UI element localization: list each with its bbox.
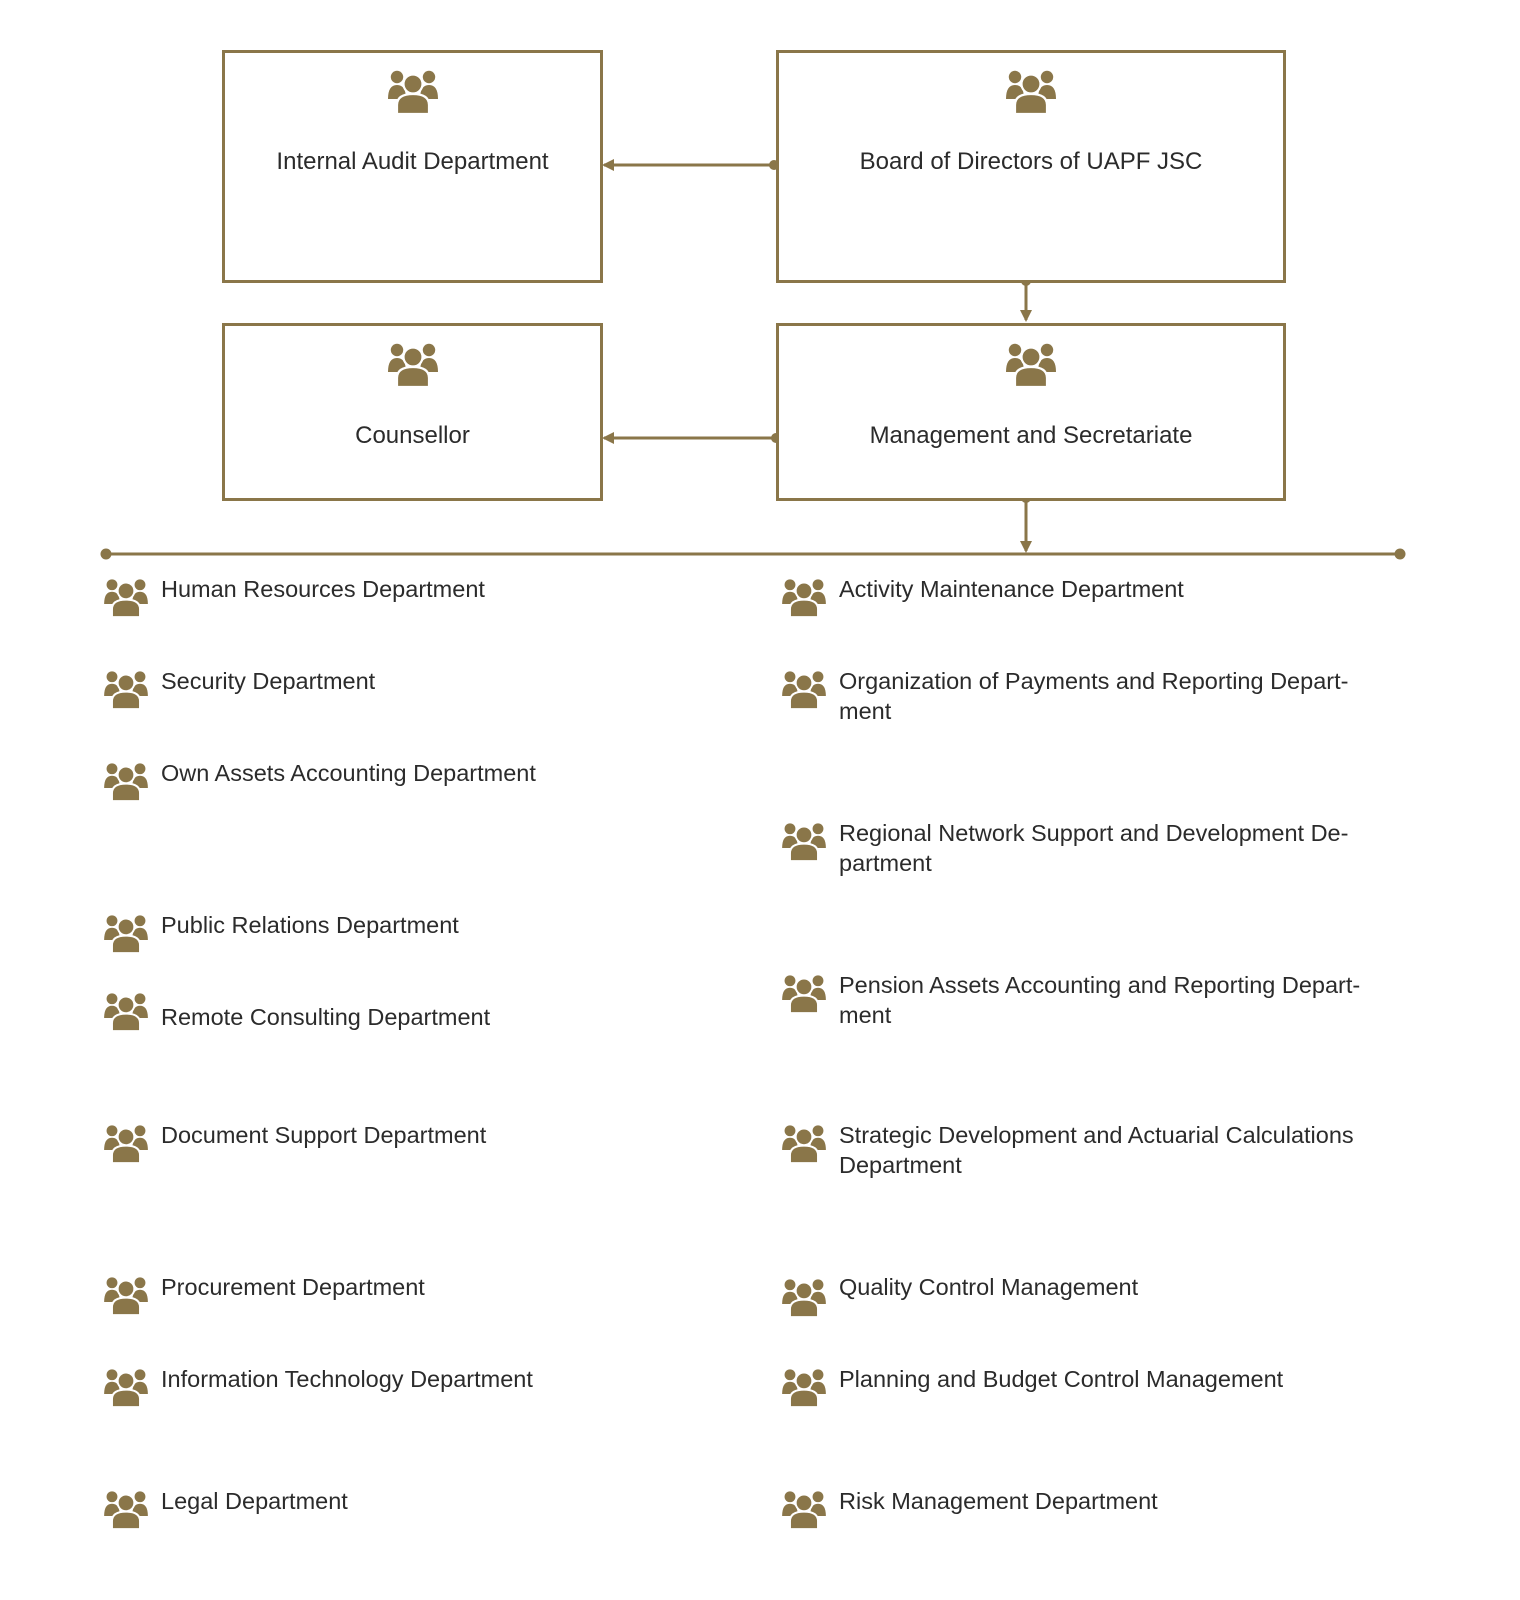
people-group-icon: [782, 972, 826, 1014]
department-label: Information Technology Department: [161, 1366, 533, 1392]
internal-audit-label: Internal Audit Department: [276, 148, 549, 175]
people-group-icon: [104, 760, 148, 802]
people-group-icon: [104, 1122, 148, 1164]
department-label: Activity Maintenance Department: [839, 576, 1184, 602]
management-label: Management and Secretariate: [869, 422, 1193, 449]
connector-dot: [1395, 549, 1406, 560]
board-label: Board of Directors of UAPF JSC: [859, 148, 1203, 175]
people-group-icon: [1006, 67, 1056, 115]
department-label: Human Resources Department: [161, 576, 485, 602]
people-group-icon: [104, 912, 148, 954]
department-label: Public Relations Department: [161, 912, 459, 938]
department-label: Quality Control Management: [839, 1274, 1139, 1300]
internal-audit-box: [222, 50, 603, 283]
counsellor-label: Counsellor: [355, 422, 470, 449]
people-group-icon: [104, 668, 148, 710]
department-label: Strategic Development and Actuarial Calculations Department: [839, 1122, 1354, 1178]
management-box: [776, 323, 1286, 501]
department-label: Risk Management Department: [839, 1488, 1158, 1514]
people-group-icon: [782, 820, 826, 862]
department-label: Legal Department: [161, 1488, 348, 1514]
people-group-icon: [104, 576, 148, 618]
people-group-icon: [104, 1274, 148, 1316]
department-label: Document Support Department: [161, 1122, 487, 1148]
department-label: Own Assets Accounting Department: [161, 760, 536, 786]
department-label: Regional Network Support and Development De- partment: [839, 820, 1349, 876]
people-group-icon: [104, 990, 148, 1032]
department-label: Organization of Payments and Reporting Depart- ment: [839, 668, 1349, 724]
people-group-icon: [104, 1366, 148, 1408]
people-group-icon: [782, 668, 826, 710]
department-label: Security Department: [161, 668, 376, 694]
department-label: Remote Consulting Department: [161, 1004, 491, 1030]
people-group-icon: [388, 340, 438, 388]
people-group-icon: [782, 1276, 826, 1318]
people-group-icon: [104, 1488, 148, 1530]
people-group-icon: [782, 1122, 826, 1164]
people-group-icon: [782, 576, 826, 618]
people-group-icon: [782, 1488, 826, 1530]
department-label: Pension Assets Accounting and Reporting Depart- ment: [839, 972, 1361, 1028]
people-group-icon: [388, 67, 438, 115]
counsellor-box: [222, 323, 603, 501]
connector-dot: [101, 549, 112, 560]
department-label: Planning and Budget Control Management: [839, 1366, 1284, 1392]
people-group-icon: [782, 1366, 826, 1408]
board-box: [776, 50, 1286, 283]
department-label: Procurement Department: [161, 1274, 425, 1300]
people-group-icon: [1006, 340, 1056, 388]
